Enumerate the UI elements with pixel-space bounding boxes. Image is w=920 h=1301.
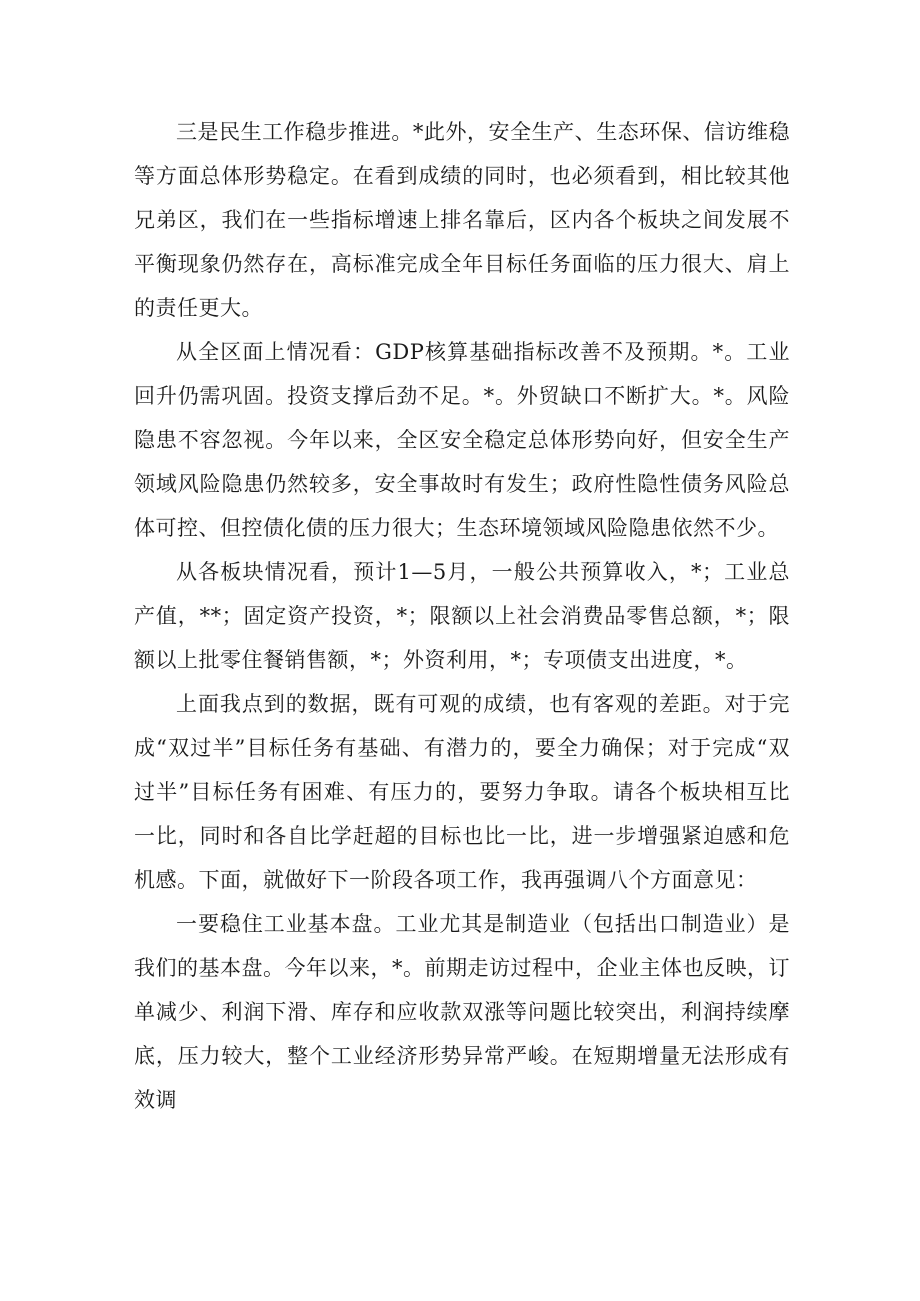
document-body: [134, 110, 790, 1122]
paragraph-industry-base: 一要稳住工业基本盘。工业尤其是制造业（包括出口制造业）是我们的基本盘。今年以来，*。前期走访过程中，企业主体也反映，订单减少、利润下滑、库存和应收款双涨等问题比较突出，利润持续摩底，压力较大，整个工业经济形势异常严峻。在短期增量无法形成有效调: [134, 912, 790, 1112]
paragraph-district-overview: 从全区面上情况看：GDP核算基础指标改善不及预期。*。工业回升仍需巩固。投资支撑后劲不足。*。外贸缺口不断扩大。*。风险隐患不容忽视。今年以来，全区安全稳定总体形势向好，但安全生产领域风险隐患仍然较多，安全事故时有发生；政府性隐性债务风险总体可控、但控债化债的压力很大；生态环境领域风险隐患依然不少。: [134, 340, 790, 540]
paragraph-people-livelihood: 三是民生工作稳步推进。*此外，安全生产、生态环保、信访维稳等方面总体形势稳定。在看到成绩的同时，也必须看到，相比较其他兄弟区，我们在一些指标增速上排名靠后，区内各个板块之间发展不平衡现象仍然存在，高标准完成全年目标任务面临的压力很大、肩上的责任更大。: [134, 120, 790, 320]
paragraph-data-summary: 上面我点到的数据，既有可观的成绩，也有客观的差距。对于完成“双过半”目标任务有基础、有潜力的，要全力确保；对于完成“双过半”目标任务有困难、有压力的，要努力争取。请各个板块相互比一比，同时和各自比学赶超的目标也比一比，进一步增强紧迫感和危机感。下面，就做好下一阶段各项工作，我再强调八个方面意见：: [134, 692, 790, 892]
paragraph-sector-indicators: 从各板块情况看，预计1—5月，一般公共预算收入，*；工业总产值，**；固定资产投资，*；限额以上社会消费品零售总额，*；限额以上批零住餐销售额，*；外资利用，*；专项债支出进度，*。: [134, 560, 790, 672]
